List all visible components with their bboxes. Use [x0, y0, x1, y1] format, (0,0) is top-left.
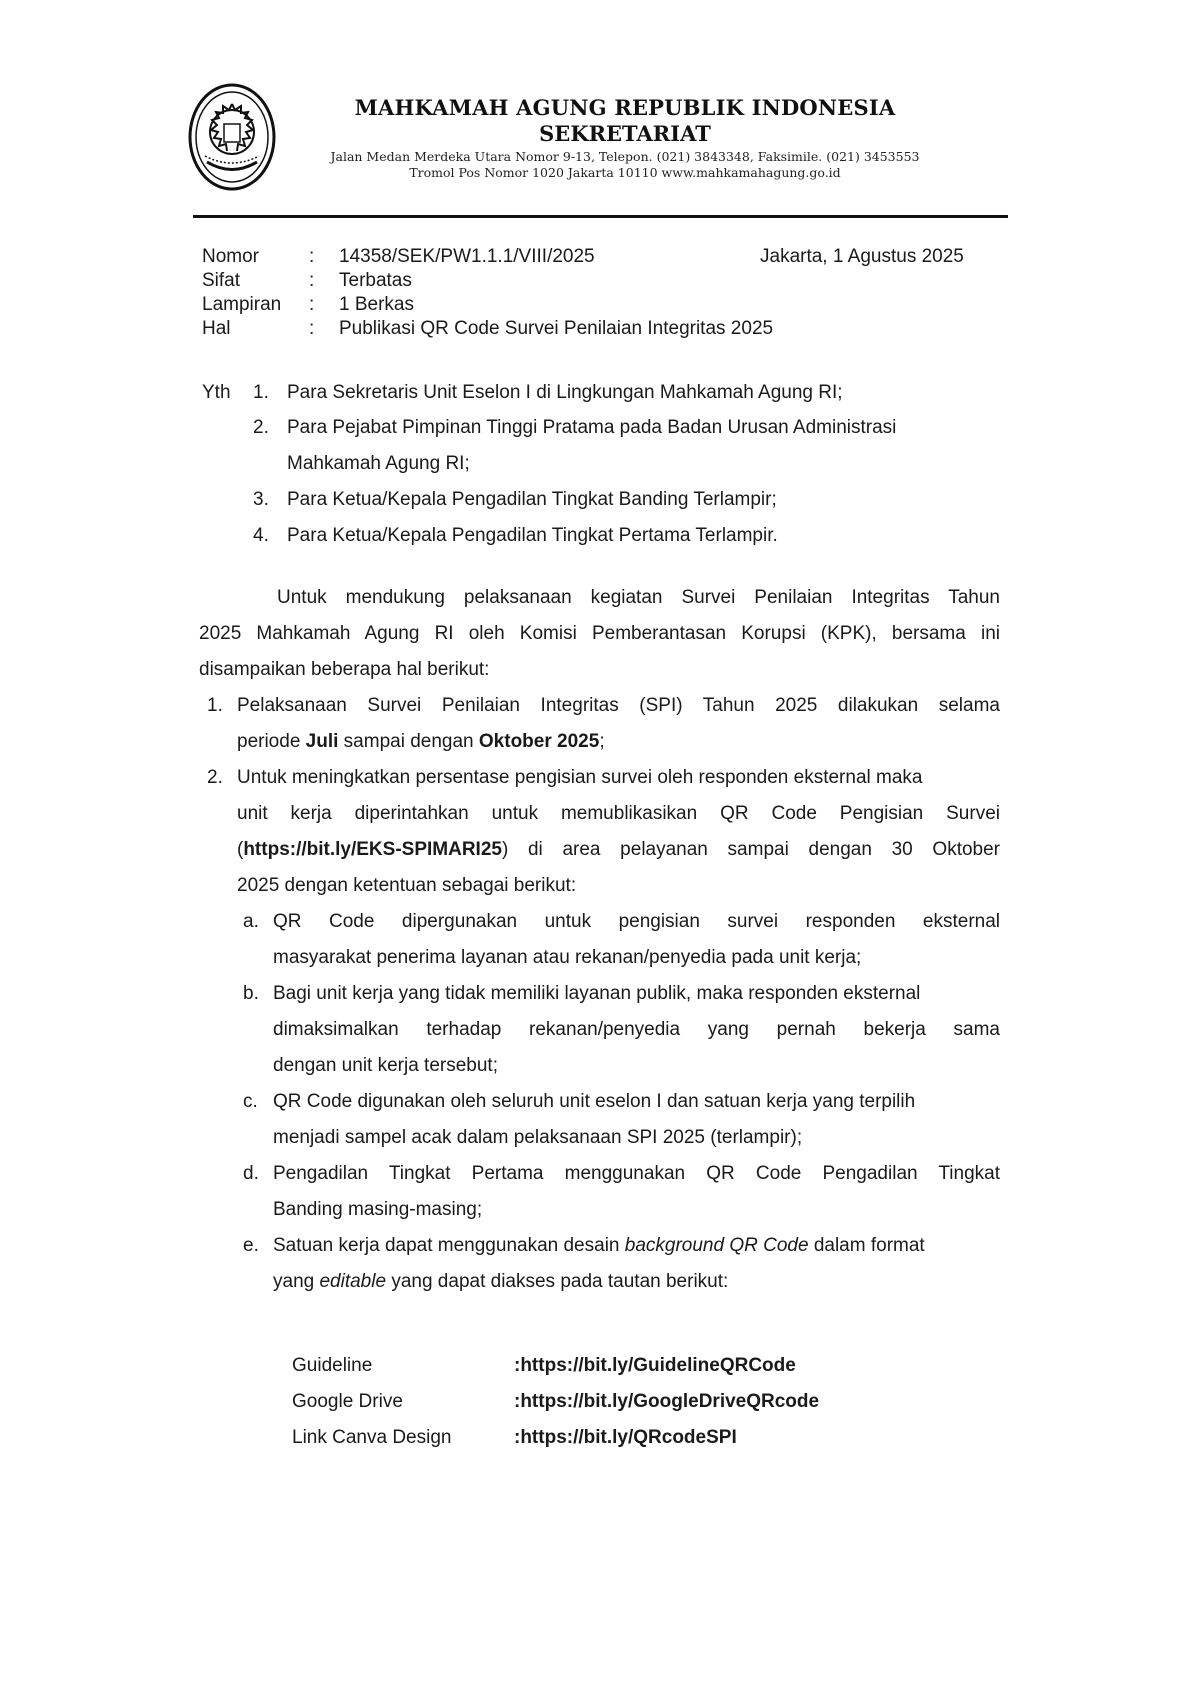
bold-month-end: Oktober 2025 — [478, 731, 600, 752]
point-num: 1. — [207, 695, 223, 716]
letterhead — [290, 95, 960, 181]
addressee-line: Para Ketua/Kepala Pengadilan Tingkat Pertama Terlampir. — [287, 525, 778, 546]
addressee-line: Para Pejabat Pimpinan Tinggi Pratama pada Badan Urusan Administrasi — [287, 417, 897, 438]
meta-label: Lampiran — [202, 294, 282, 315]
meta-separator: : — [309, 270, 315, 291]
meta-value: Publikasi QR Code Survei Penilaian Integritas 2025 — [339, 318, 774, 339]
meta-separator: : — [309, 318, 315, 339]
canva-design-link[interactable]: https://bit.ly/QRcodeSPI — [520, 1427, 737, 1448]
subpoint-line: Bagi unit kerja yang tidak memiliki layanan publik, maka responden eksternal — [273, 983, 921, 1004]
meta-separator: : — [309, 246, 315, 267]
subpoint-line: dengan unit kerja tersebut; — [273, 1055, 498, 1076]
subpoint-line — [273, 1235, 925, 1257]
addressee-num: 2. — [253, 417, 269, 438]
meta-value: 1 Berkas — [339, 294, 414, 315]
addressee-num: 1. — [253, 382, 269, 403]
addressee-line: Para Sekretaris Unit Eselon I di Lingkungan Mahkamah Agung RI; — [287, 382, 843, 403]
intro-line: disampaikan beberapa hal berikut: — [199, 659, 490, 680]
subpoint-line: Banding masing-masing; — [273, 1199, 483, 1220]
link-sep: : — [514, 1391, 521, 1412]
text: dalam format — [808, 1235, 925, 1256]
point-line — [237, 839, 1000, 861]
mahkamah-agung-emblem-icon — [187, 82, 277, 192]
text: yang dapat diakses pada tautan berikut: — [386, 1271, 729, 1292]
link-row-guideline — [292, 1348, 819, 1384]
subpoint-letter: a. — [243, 911, 259, 932]
link-row-canva — [292, 1420, 819, 1456]
meta-row-lampiran — [202, 293, 1002, 317]
addressee-num: 4. — [253, 525, 269, 546]
meta-value: Terbatas — [339, 270, 412, 291]
meta-separator: : — [309, 294, 315, 315]
point-line: unit kerja diperintahkan untuk memublikasikan QR Code Pengisian Survei — [237, 803, 1000, 824]
address-line-2: Tromol Pos Nomor 1020 Jakarta 10110 www.mahkamahagung.go.id — [409, 165, 841, 180]
subpoint-line: masyarakat penerima layanan atau rekanan/penyedia pada unit kerja; — [273, 947, 862, 968]
italic-term: editable — [319, 1271, 387, 1292]
place-date: Jakarta, 1 Agustus 2025 — [760, 246, 964, 267]
letterhead-divider — [193, 215, 1008, 218]
addressee-line: Mahkamah Agung RI; — [287, 453, 470, 474]
subpoint-letter: e. — [243, 1235, 259, 1256]
subpoint-line: QR Code dipergunakan untuk pengisian survei responden eksternal — [273, 911, 1000, 932]
addressee-line: Para Ketua/Kepala Pengadilan Tingkat Banding Terlampir; — [287, 489, 777, 510]
resource-links — [292, 1348, 819, 1456]
subpoint-letter: b. — [243, 983, 259, 1004]
meta-row-hal — [202, 317, 1002, 341]
unit-name: SEKRETARIAT — [539, 121, 711, 146]
link-name: Guideline — [292, 1355, 373, 1376]
point-line: Pelaksanaan Survei Penilaian Integritas (SPI) Tahun 2025 dilakukan selama — [237, 695, 1000, 716]
subpoint-letter: d. — [243, 1163, 259, 1184]
google-drive-link[interactable]: https://bit.ly/GoogleDriveQRcode — [520, 1391, 820, 1412]
meta-row-sifat — [202, 269, 1002, 293]
link-sep: : — [514, 1355, 521, 1376]
text: ; — [599, 731, 605, 752]
subpoint-line: dimaksimalkan terhadap rekanan/penyedia yang pernah bekerja sama — [273, 1019, 1000, 1040]
address-line-1: Jalan Medan Merdeka Utara Nomor 9-13, Telepon. (021) 3843348, Faksimile. (021) 3453553 — [330, 149, 920, 164]
italic-term: background QR Code — [624, 1235, 809, 1256]
subpoint-letter: c. — [243, 1091, 258, 1112]
link-name: Google Drive — [292, 1391, 403, 1412]
point-line: Untuk meningkatkan persentase pengisian survei oleh responden eksternal maka — [237, 767, 923, 788]
subpoint-line — [273, 1271, 728, 1293]
text: ( — [237, 839, 244, 860]
addressee-prefix: Yth — [202, 382, 231, 403]
guideline-link[interactable]: https://bit.ly/GuidelineQRCode — [520, 1355, 796, 1376]
intro-line: Untuk mendukung pelaksanaan kegiatan Survei Penilaian Integritas Tahun — [277, 587, 1000, 608]
subpoint-line: Pengadilan Tingkat Pertama menggunakan QR Code Pengadilan Tingkat — [273, 1163, 1000, 1184]
organization-name: MAHKAMAH AGUNG REPUBLIK INDONESIA — [354, 95, 896, 120]
subpoint-line: menjadi sampel acak dalam pelaksanaan SPI 2025 (terlampir); — [273, 1127, 803, 1148]
text: yang — [273, 1271, 320, 1292]
text: Satuan kerja dapat menggunakan desain — [273, 1235, 625, 1256]
text: periode — [237, 731, 306, 752]
text: ) di area pelayanan sampai dengan 30 Oktober — [501, 839, 1000, 860]
subpoint-line: QR Code digunakan oleh seluruh unit eselon I dan satuan kerja yang terpilih — [273, 1091, 916, 1112]
meta-label: Nomor — [202, 246, 260, 267]
meta-label: Hal — [202, 318, 231, 339]
point-num: 2. — [207, 767, 223, 788]
point-line: 2025 dengan ketentuan sebagai berikut: — [237, 875, 577, 896]
point-line — [237, 731, 605, 753]
link-name: Link Canva Design — [292, 1427, 452, 1448]
intro-line: 2025 Mahkamah Agung RI oleh Komisi Pemberantasan Korupsi (KPK), bersama ini — [199, 623, 1000, 644]
link-sep: : — [514, 1427, 521, 1448]
link-row-google-drive — [292, 1384, 819, 1420]
addressee-num: 3. — [253, 489, 269, 510]
meta-label: Sifat — [202, 270, 241, 291]
text: sampai dengan — [338, 731, 479, 752]
survey-link[interactable]: https://bit.ly/EKS-SPIMARI25 — [243, 839, 502, 860]
bold-month-start: Juli — [305, 731, 339, 752]
meta-value: 14358/SEK/PW1.1.1/VIII/2025 — [339, 246, 595, 267]
